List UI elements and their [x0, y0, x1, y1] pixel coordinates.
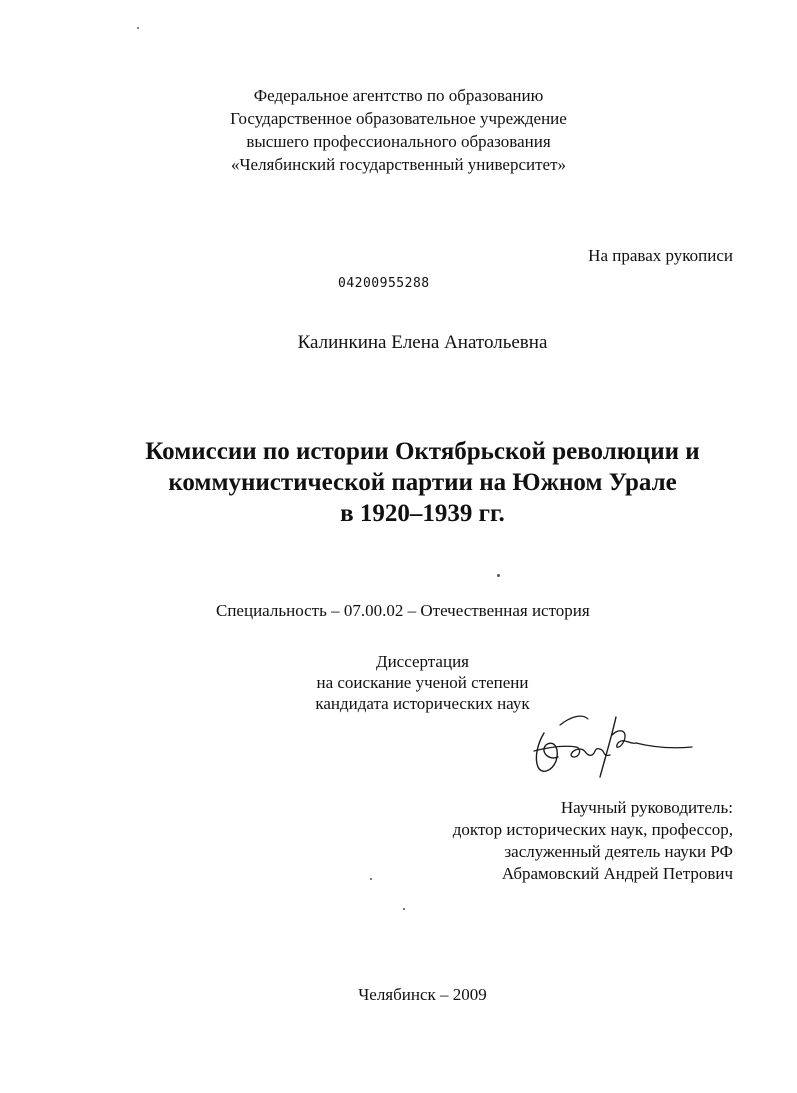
- org-line-institution-type: Государственное образовательное учреждение: [230, 109, 567, 128]
- specialty: Специальность – 07.00.02 – Отечественная история: [216, 601, 590, 620]
- title-line-2: коммунистической партии на Южном Урале: [168, 469, 677, 496]
- org-line-ministry: Федеральное агентство по образованию: [253, 86, 544, 105]
- supervisor-label: Научный руководитель:: [560, 798, 733, 817]
- thesis-type: Диссертация: [375, 652, 469, 671]
- title-line-3: в 1920–1939 гг.: [340, 500, 505, 527]
- scan-speck: [370, 878, 372, 880]
- org-line-university: «Челябинский государственный университет»: [230, 155, 567, 174]
- city-year: Челябинск – 2009: [358, 985, 487, 1004]
- registration-number: 04200955288: [338, 276, 430, 291]
- title-line-1: Комиссии по истории Октябрьской революции и: [145, 438, 700, 465]
- thesis-title: [0, 436, 797, 529]
- org-line-education-level: высшего профессионального образования: [246, 132, 551, 151]
- organization-header: [0, 84, 797, 176]
- supervisor-honor: заслуженный деятель науки РФ: [504, 842, 733, 861]
- thesis-degree-name: кандидата исторических наук: [315, 694, 530, 713]
- supervisor-block: [453, 797, 733, 885]
- handwritten-signature: [520, 705, 700, 780]
- manuscript-rights: На правах рукописи: [588, 246, 733, 265]
- author-name: Калинкина Елена Анатольевна: [297, 332, 548, 353]
- thesis-degree-line: на соискание ученой степени: [316, 673, 529, 692]
- scan-speck: [497, 574, 500, 577]
- supervisor-degree: доктор исторических наук, профессор,: [452, 820, 733, 839]
- scan-speck: [403, 908, 405, 910]
- supervisor-name: Абрамовский Андрей Петрович: [501, 864, 733, 883]
- scan-speck: [137, 27, 139, 29]
